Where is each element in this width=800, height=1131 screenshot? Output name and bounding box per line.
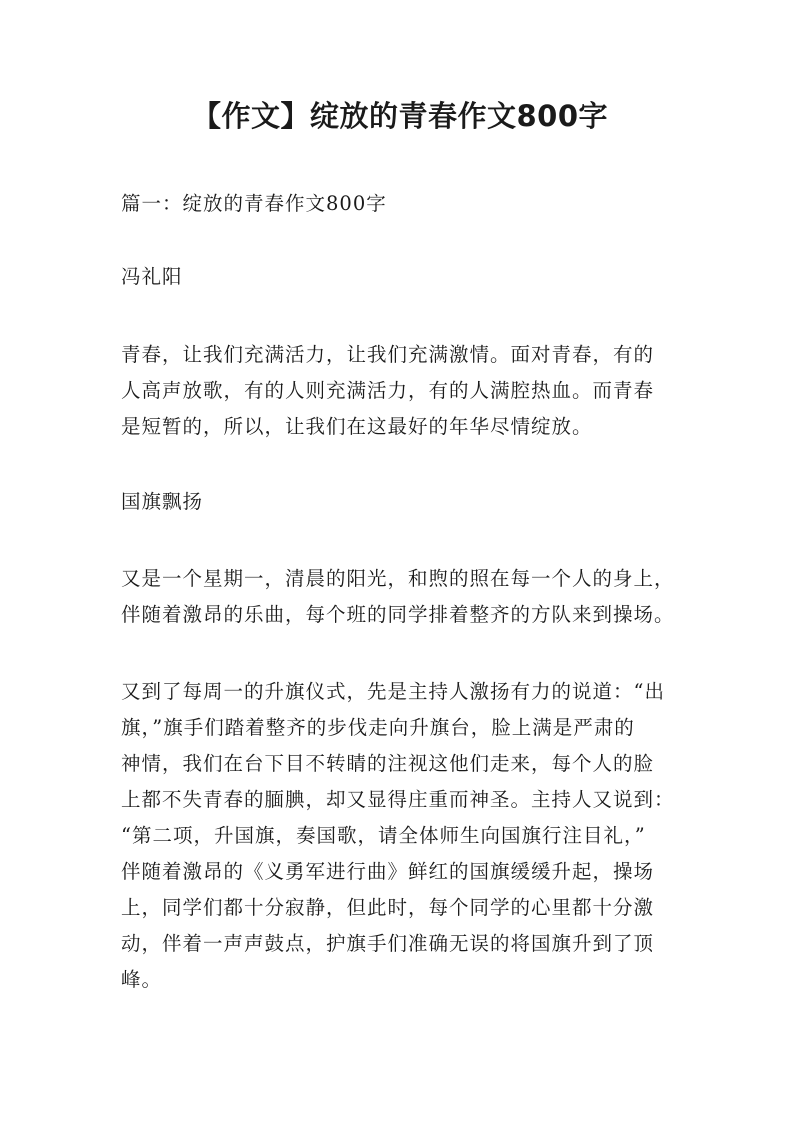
text-line: 伴随着激昂的《义勇军进行曲》鲜红的国旗缓缓升起，操场	[121, 860, 655, 883]
text-line: 伴随着激昂的乐曲，每个班的同学排着整齐的方队来到操场。	[121, 603, 675, 626]
text-line: 人高声放歌，有的人则充满活力，有的人满腔热血。而青春	[121, 379, 655, 402]
author-name: 冯礼阳	[121, 265, 183, 288]
document-title: 【作文】绽放的青春作文800字	[191, 99, 609, 133]
text-line: 是短暂的，所以，让我们在这最好的年华尽情绽放。	[121, 415, 593, 438]
text-line: 旗，”旗手们踏着整齐的步伐走向升旗台，脸上满是严肃的	[121, 716, 635, 739]
section-heading: 篇一：绽放的青春作文800字	[121, 192, 387, 215]
text-line: “第二项，升国旗，奏国歌，请全体师生向国旗行注目礼，”	[121, 824, 646, 847]
paragraph-intro	[121, 337, 696, 445]
text-line: 峰。	[121, 968, 163, 991]
text-line: 青春，让我们充满活力，让我们充满激情。面对青春，有的	[121, 343, 655, 366]
subheading: 国旗飘扬	[121, 490, 204, 513]
text-line: 上都不失青春的腼腆，却又显得庄重而神圣。主持人又说到：	[121, 788, 675, 811]
text-line: 动，伴着一声声鼓点，护旗手们准确无误的将国旗升到了顶	[121, 932, 655, 955]
text-line: 神情，我们在台下目不转睛的注视这他们走来，每个人的脸	[121, 752, 655, 775]
text-line: 又是一个星期一，清晨的阳光，和煦的照在每一个人的身上，	[121, 567, 675, 590]
paragraph-flag-ceremony	[121, 674, 696, 998]
paragraph-morning	[121, 561, 696, 633]
text-line: 又到了每周一的升旗仪式，先是主持人激扬有力的说道：“出	[121, 680, 665, 703]
text-line: 上，同学们都十分寂静，但此时，每个同学的心里都十分激	[121, 896, 655, 919]
